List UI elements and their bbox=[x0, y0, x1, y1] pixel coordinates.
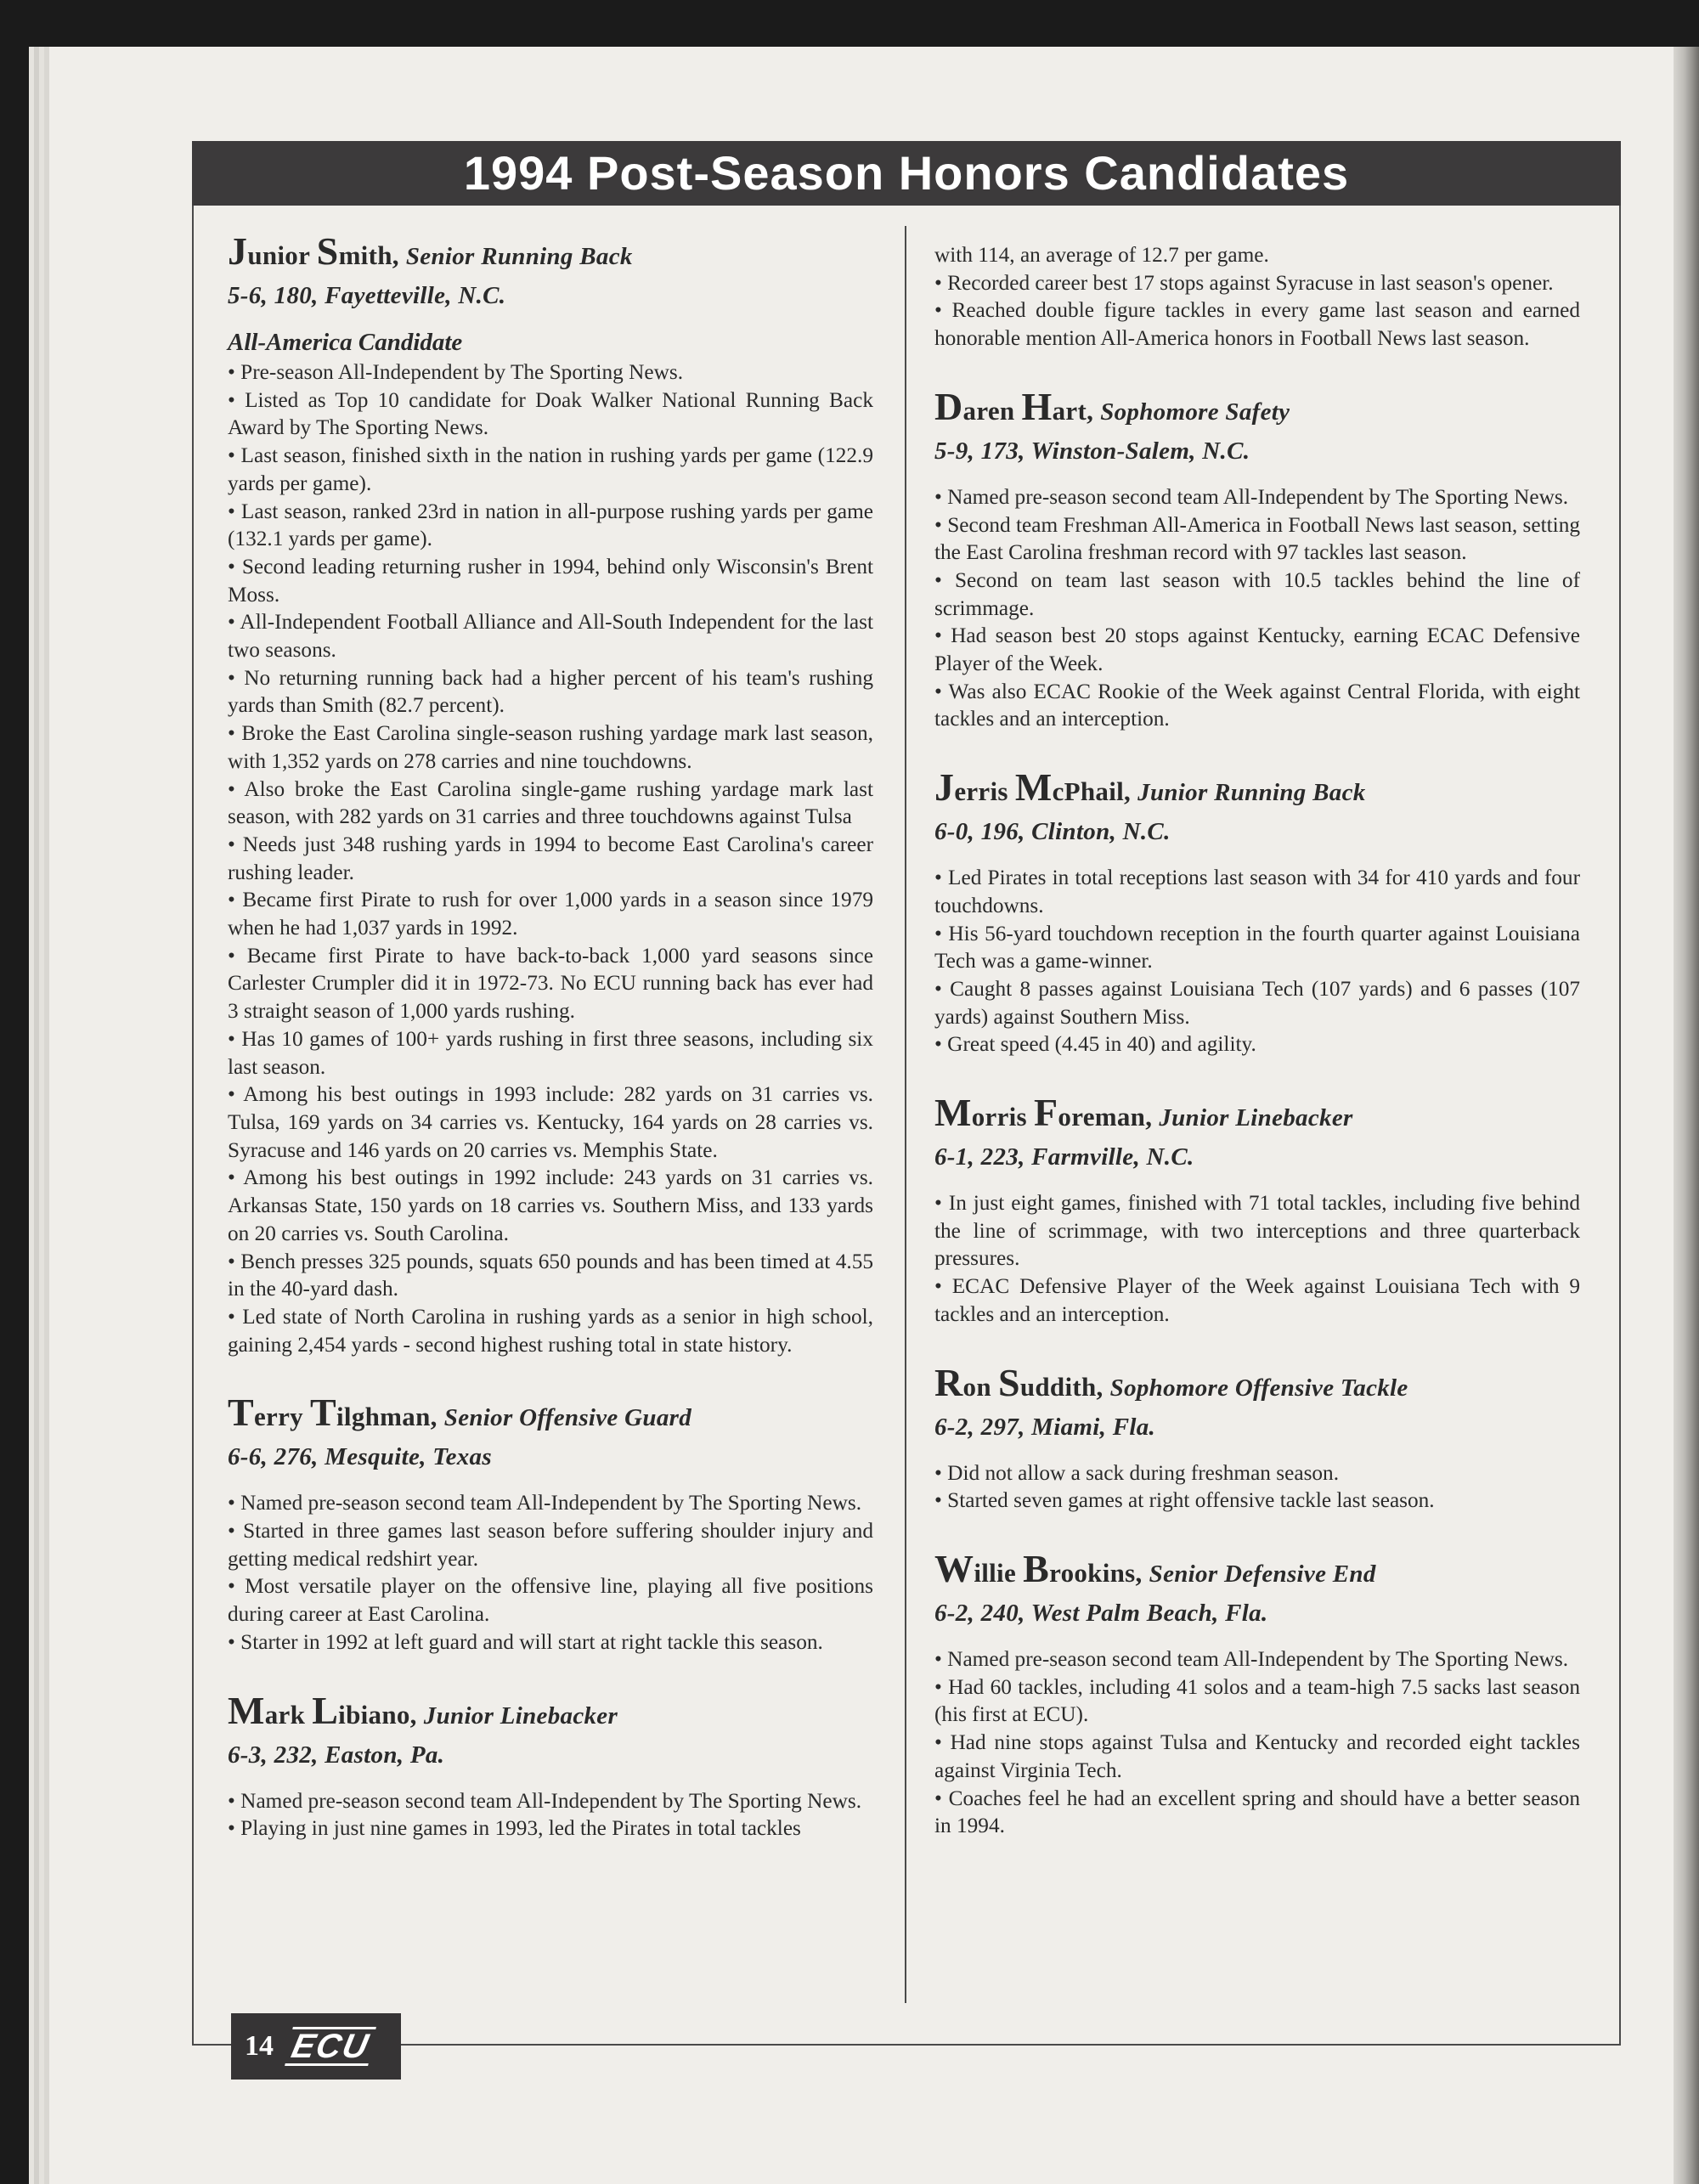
last-rest: ibiano, bbox=[338, 1699, 417, 1730]
bullet-item: • Became first Pirate to rush for over 1,000 yards in a season since 1979 when he had 1,037 yards in 1992. bbox=[228, 888, 873, 940]
player-stats: 6-1, 223, Farmville, N.C. bbox=[934, 1143, 1194, 1171]
last-initial: F bbox=[1033, 1091, 1058, 1135]
bullet-item: • Named pre-season second team All-Independent by The Sporting News. bbox=[934, 1646, 1569, 1671]
player-position: Sophomore Safety bbox=[1100, 398, 1290, 426]
bullet-item: • Led state of North Carolina in rushing yards as a senior in high school, gaining 2,454 yards - second highest rushing total in state history. bbox=[228, 1304, 873, 1357]
column-divider bbox=[905, 226, 906, 2003]
bullet-item: • Also broke the East Carolina single-game rushing yardage mark last season, with 282 yards on 31 carries and three touchdowns against Tulsa bbox=[228, 776, 873, 829]
bullet-item: • Was also ECAC Rookie of the Week against Central Florida, with eight tackles and an interception. bbox=[934, 679, 1580, 731]
bullet-item: • Did not allow a sack during freshman season. bbox=[934, 1460, 1340, 1485]
bullet-item: • Second team Freshman All-America in Football News last season, setting the East Carolina freshman record with 97 tackles last season. bbox=[934, 512, 1580, 565]
bullet-item: • All-Independent Football Alliance and All-South Independent for the last two seasons. bbox=[228, 610, 873, 663]
last-initial: B bbox=[1023, 1546, 1050, 1590]
bullet-item: • Started seven games at right offensive tackle last season. bbox=[934, 1488, 1435, 1513]
player-name bbox=[934, 765, 1580, 810]
last-rest: rookins, bbox=[1049, 1557, 1143, 1588]
bullet-item: • Among his best outings in 1993 include: 282 yards on 31 carries vs. Tulsa, 169 yards on 34 carries vs. Kentucky, 164 yards on 28 carries vs. Syracuse and 146 yards on 20 carries vs. Memphis State. bbox=[228, 1082, 873, 1162]
bullet-item: • Started in three games last season before suffering shoulder injury and getting medical redshirt year. bbox=[228, 1519, 873, 1571]
last-initial: S bbox=[997, 1360, 1020, 1404]
player-stats: 5-6, 180, Fayetteville, N.C. bbox=[228, 282, 506, 309]
first-initial: R bbox=[934, 1360, 963, 1404]
bullet-item: • Coaches feel he had an excellent spring and should have a better season in 1994. bbox=[934, 1786, 1580, 1838]
first-rest: aren bbox=[962, 395, 1015, 426]
bullet-item: • Great speed (4.45 in 40) and agility. bbox=[934, 1032, 1256, 1057]
bullet-item: • Bench presses 325 pounds, squats 650 pounds and has been timed at 4.55 in the 40-yard dash. bbox=[228, 1249, 873, 1301]
player-entry bbox=[228, 229, 873, 1358]
bullet-item: • Pre-season All-Independent by The Sporting News. bbox=[228, 360, 684, 384]
player-position: Sophomore Offensive Tackle bbox=[1109, 1374, 1408, 1402]
first-initial: D bbox=[934, 384, 963, 428]
last-initial: H bbox=[1021, 384, 1053, 428]
player-name bbox=[934, 1546, 1580, 1591]
player-name bbox=[228, 1688, 873, 1733]
last-rest: art, bbox=[1052, 395, 1094, 426]
right-column bbox=[934, 241, 1580, 1877]
player-position: Senior Running Back bbox=[405, 243, 633, 270]
first-initial: W bbox=[934, 1546, 974, 1590]
continued-line: • Reached double figure tackles in every game last season and earned honorable mention All-America honors in Football News last season. bbox=[934, 298, 1580, 351]
player-entry bbox=[228, 1391, 873, 1656]
bullet-item: • Named pre-season second team All-Independent by The Sporting News. bbox=[228, 1788, 862, 1813]
player-stats: 6-2, 240, West Palm Beach, Fla. bbox=[934, 1599, 1268, 1627]
bullet-item: • Needs just 348 rushing yards in 1994 to become East Carolina's career rushing leader. bbox=[228, 832, 873, 884]
player-stats: 6-0, 196, Clinton, N.C. bbox=[934, 818, 1171, 846]
first-rest: on bbox=[962, 1371, 991, 1402]
bullet-item: • In just eight games, finished with 71 total tackles, including five behind the line of scrimmage, with two interceptions and three quarterback pressures. bbox=[934, 1191, 1580, 1271]
bullet-item: • Had season best 20 stops against Kentucky, earning ECAC Defensive Player of the Week. bbox=[934, 624, 1580, 676]
player-entry bbox=[934, 384, 1580, 733]
last-rest: ilghman, bbox=[336, 1402, 437, 1432]
first-rest: erry bbox=[253, 1402, 303, 1432]
bullet-item: • His 56-yard touchdown reception in the fourth quarter against Louisiana Tech was a game-winner. bbox=[934, 921, 1580, 973]
last-initial: M bbox=[1014, 765, 1053, 810]
first-initial: J bbox=[934, 765, 955, 810]
last-rest: uddith, bbox=[1019, 1371, 1104, 1402]
player-stats: 6-2, 297, Miami, Fla. bbox=[934, 1413, 1156, 1441]
left-column bbox=[228, 229, 873, 1880]
player-position: Junior Running Back bbox=[1137, 779, 1366, 807]
page-number: 14 bbox=[245, 2030, 274, 2062]
last-initial: T bbox=[310, 1391, 337, 1435]
bullet-item: • No returning running back had a higher percent of his team's rushing yards than Smith (82.7 percent). bbox=[228, 665, 873, 718]
first-initial: M bbox=[934, 1091, 972, 1135]
player-subhead: All-America Candidate bbox=[228, 329, 463, 356]
bullet-item: • Last season, ranked 23rd in nation in all-purpose rushing yards per game (132.1 yards per game). bbox=[228, 499, 873, 551]
ecu-logo: ECU bbox=[285, 2027, 376, 2066]
continued-text bbox=[934, 241, 1580, 353]
first-rest: ark bbox=[264, 1699, 306, 1730]
bullet-item: • Listed as Top 10 candidate for Doak Walker National Running Back Award by The Sporting News. bbox=[228, 387, 873, 440]
bullet-item: • Most versatile player on the offensive line, playing all five positions during career at East Carolina. bbox=[228, 1574, 873, 1627]
last-rest: mith, bbox=[338, 240, 399, 270]
bullet-item: • Caught 8 passes against Louisiana Tech (107 yards) and 6 passes (107 yards) against Southern Miss. bbox=[934, 976, 1580, 1029]
first-rest: unior bbox=[247, 240, 310, 270]
bullet-item: • Had nine stops against Tulsa and Kentucky and recorded eight tackles against Virginia Tech. bbox=[934, 1730, 1580, 1782]
bullet-item: • Named pre-season second team All-Independent by The Sporting News. bbox=[934, 484, 1569, 509]
bullet-item: • Became first Pirate to have back-to-back 1,000 yard seasons since Carlester Crumpler did it in 1972-73. No ECU running back has ever had 3 straight season of 1,000 yards rushing. bbox=[228, 943, 873, 1024]
player-position: Senior Offensive Guard bbox=[443, 1404, 692, 1432]
first-initial: M bbox=[228, 1688, 265, 1732]
player-entry bbox=[934, 1360, 1580, 1515]
bullet-item: • Has 10 games of 100+ yards rushing in first three seasons, including six last season. bbox=[228, 1026, 873, 1079]
bullet-item: • Last season, finished sixth in the nation in rushing yards per game (122.9 yards per game). bbox=[228, 443, 873, 495]
bullet-item: • Broke the East Carolina single-season rushing yardage mark last season, with 1,352 yards on 278 carries and nine touchdowns. bbox=[228, 721, 873, 773]
player-name bbox=[934, 1091, 1580, 1135]
continued-line: • Recorded career best 17 stops against Syracuse in last season's opener. bbox=[934, 270, 1554, 295]
bullet-item: • Named pre-season second team All-Independent by The Sporting News. bbox=[228, 1491, 862, 1515]
player-stats: 5-9, 173, Winston-Salem, N.C. bbox=[934, 437, 1250, 465]
bullet-item: • Playing in just nine games in 1993, led the Pirates in total tackles bbox=[228, 1816, 801, 1841]
bullet-item: • Second on team last season with 10.5 tackles behind the line of scrimmage. bbox=[934, 567, 1580, 620]
page-footer bbox=[231, 2013, 401, 2080]
player-stats: 6-3, 232, Easton, Pa. bbox=[228, 1741, 445, 1769]
binding-edge bbox=[1674, 47, 1699, 2184]
player-entry bbox=[934, 765, 1580, 1058]
bullet-item: • Had 60 tackles, including 41 solos and a team-high 7.5 sacks last season (his first at ECU). bbox=[934, 1674, 1580, 1727]
last-rest: oreman, bbox=[1058, 1102, 1153, 1132]
first-rest: orris bbox=[971, 1102, 1027, 1132]
player-name bbox=[228, 229, 873, 274]
bullet-item: • Led Pirates in total receptions last season with 34 for 410 yards and four touchdowns. bbox=[934, 866, 1580, 917]
player-entry bbox=[934, 1091, 1580, 1329]
last-rest: cPhail, bbox=[1052, 776, 1132, 807]
first-initial: J bbox=[228, 229, 248, 273]
bullet-item: • ECAC Defensive Player of the Week against Louisiana Tech with 9 tackles and an interception. bbox=[934, 1274, 1580, 1326]
first-rest: illie bbox=[974, 1557, 1017, 1588]
player-position: Senior Defensive End bbox=[1149, 1560, 1376, 1588]
player-name bbox=[934, 384, 1580, 429]
player-entry bbox=[934, 1546, 1580, 1840]
last-initial: L bbox=[312, 1688, 339, 1732]
player-entry bbox=[228, 1688, 873, 1843]
last-initial: S bbox=[316, 229, 339, 273]
player-position: Junior Linebacker bbox=[1159, 1104, 1353, 1132]
player-position: Junior Linebacker bbox=[423, 1701, 618, 1730]
page-title: 1994 Post-Season Honors Candidates bbox=[192, 141, 1621, 206]
player-name bbox=[934, 1360, 1580, 1405]
player-name bbox=[228, 1391, 873, 1435]
continued-line: with 114, an average of 12.7 per game. bbox=[934, 243, 1269, 267]
bullet-item: • Among his best outings in 1992 include: 243 yards on 31 carries vs. Arkansas State, 150 yards on 18 carries vs. Southern Miss, and 133 yards on 20 carries vs. South Carolina. bbox=[228, 1165, 873, 1245]
first-rest: erris bbox=[954, 776, 1008, 807]
player-stats: 6-6, 276, Mesquite, Texas bbox=[228, 1443, 492, 1471]
bullet-item: • Second leading returning rusher in 1994, behind only Wisconsin's Brent Moss. bbox=[228, 554, 873, 607]
bullet-item: • Starter in 1992 at left guard and will start at right tackle this season. bbox=[228, 1629, 823, 1654]
first-initial: T bbox=[228, 1391, 254, 1435]
